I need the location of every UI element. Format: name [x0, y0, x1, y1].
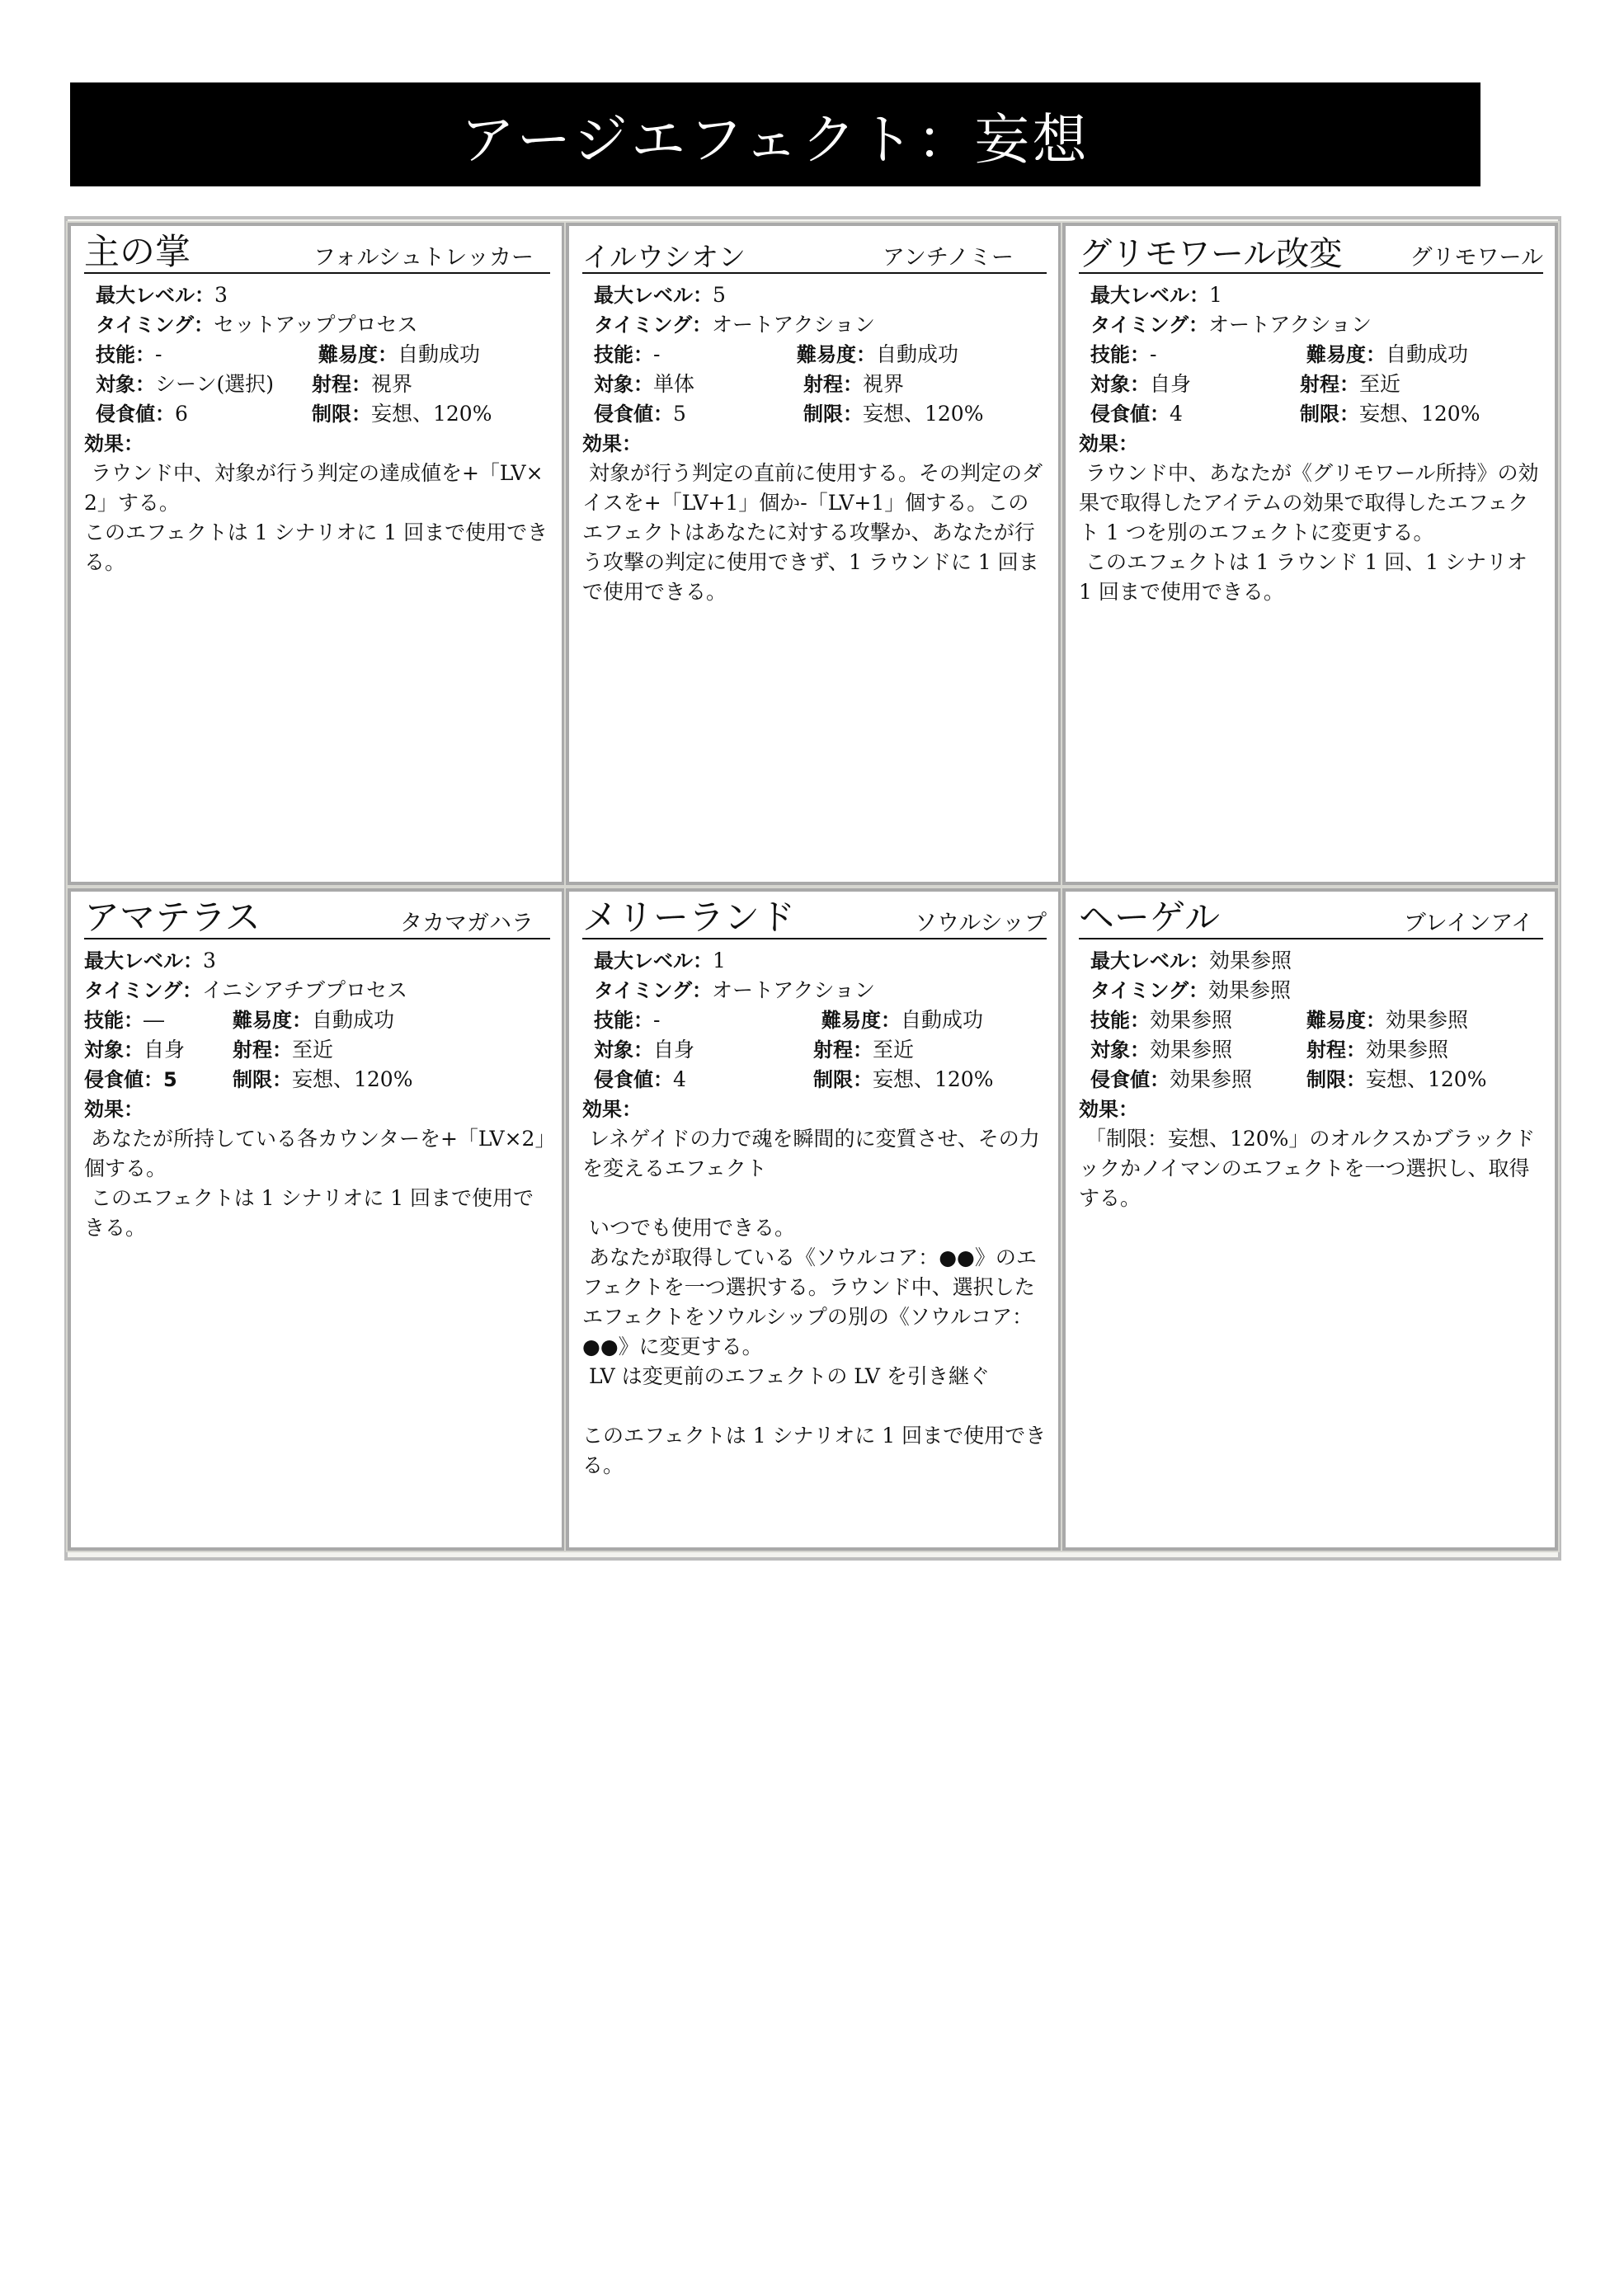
effect-row: [1079, 1095, 1543, 1124]
effect-row: [84, 429, 550, 459]
skill-row: [1090, 340, 1543, 370]
max-level-value: 5: [713, 283, 726, 307]
effect-name: 主の掌: [84, 232, 191, 273]
erosion-row: [594, 1065, 1047, 1095]
erosion-label: 侵食値：: [1090, 1068, 1170, 1091]
effect-name: メリーランド: [582, 897, 795, 939]
effect-description: レネゲイドの力で魂を瞬間的に変質させ、その力を変えるエフェクト いつでも使用できる。 あなたが取得している《ソウルコア：●●》のエフェクトを一つ選択する。ラウンド中、選択したエフェクトをソウルシップの別の《ソウルコア：●●》に変更する。 LV は変更前のエフェクトの LV を引き継ぐ このエフェクトは 1 シナリオに 1 回まで使用できる。: [582, 1127, 1047, 1477]
limit-label: 制限：: [803, 403, 863, 426]
range-value: 視界: [863, 372, 905, 396]
effect-label: 効果：: [1079, 432, 1138, 455]
erosion-row: [1090, 1065, 1543, 1095]
effect-label: 効果：: [582, 432, 642, 455]
range-label: 射程：: [813, 1038, 873, 1062]
card-header: [84, 895, 550, 939]
difficulty-value: 自動成功: [876, 342, 959, 366]
effect-card-grid: [64, 216, 1561, 1561]
skill-row: [1090, 1005, 1543, 1035]
skill-value: -: [653, 342, 661, 366]
erosion-row: [1090, 399, 1543, 429]
range-value: 効果参照: [1366, 1038, 1449, 1062]
difficulty-value: 効果参照: [1386, 1008, 1469, 1032]
target-label: 対象：: [594, 1038, 653, 1062]
limit-label: 制限：: [1306, 1068, 1366, 1091]
skill-label: 技能：: [594, 1009, 653, 1032]
limit-value: 妄想、120%: [1366, 1067, 1487, 1091]
skill-value: 効果参照: [1150, 1008, 1233, 1032]
timing-label: タイミング：: [84, 979, 203, 1002]
max-level-label: 最大レベル：: [1090, 949, 1209, 972]
limit-value: 妄想、120%: [371, 402, 492, 426]
timing-value: セットアッププロセス: [214, 313, 418, 337]
range-value: 至近: [873, 1038, 915, 1062]
timing-label: タイミング：: [594, 313, 713, 337]
effect-description: 対象が行う判定の直前に使用する。その判定のダイスを+「LV+1」個か-「LV+1」個する。このエフェクトはあなたに対する攻撃か、あなたが行う攻撃の判定に使用できず、1 ラウンドに 1 回まで使用できる。: [582, 461, 1043, 604]
timing-label: タイミング：: [594, 979, 713, 1002]
skill-label: 技能：: [84, 1009, 144, 1032]
difficulty-value: 自動成功: [901, 1008, 984, 1032]
erosion-value: 4: [673, 1067, 686, 1091]
limit-label: 制限：: [1300, 403, 1359, 426]
erosion-row: [84, 1065, 550, 1095]
skill-row: [594, 340, 1047, 370]
skill-value: -: [155, 342, 162, 366]
erosion-label: 侵食値：: [594, 1068, 673, 1091]
effect-card: [68, 223, 565, 885]
max-level-value: 効果参照: [1209, 949, 1292, 972]
effect-card: [68, 888, 565, 1551]
limit-label: 制限：: [813, 1068, 873, 1091]
max-level-label: 最大レベル：: [594, 949, 713, 972]
skill-label: 技能：: [1090, 343, 1150, 366]
max-level-row: [84, 946, 550, 976]
effect-card: [1062, 223, 1558, 885]
target-row: [1090, 1035, 1543, 1065]
timing-row: [594, 976, 1047, 1005]
max-level-label: 最大レベル：: [84, 949, 203, 972]
skill-label: 技能：: [96, 343, 155, 366]
timing-label: タイミング：: [1090, 313, 1209, 337]
effect-name: イルウシオン: [582, 241, 746, 273]
target-label: 対象：: [1090, 373, 1150, 396]
target-value: 自身: [1150, 372, 1192, 396]
target-row: [594, 1035, 1047, 1065]
effect-label: 効果：: [582, 1098, 642, 1121]
difficulty-value: 自動成功: [312, 1008, 395, 1032]
effect-label: 効果：: [1079, 1098, 1138, 1121]
range-label: 射程：: [1300, 373, 1359, 396]
timing-value: オートアクション: [1208, 313, 1372, 337]
difficulty-label: 難易度：: [797, 343, 876, 366]
effect-name: アマテラス: [84, 897, 261, 939]
max-level-label: 最大レベル：: [96, 284, 214, 307]
syndrome-name: アンチノミー: [882, 245, 1014, 271]
effect-row: [582, 1095, 1047, 1124]
effect-description: ラウンド中、あなたが《グリモワール所持》の効果で取得したアイテムの効果で取得したエフェクト 1 つを別のエフェクトに変更する。 このエフェクトは 1 ラウンド 1 回、1 シナリオ 1 回まで使用できる。: [1079, 461, 1539, 604]
syndrome-name: タカマガハラ: [400, 911, 534, 936]
page-title: アージエフェクト：妄想: [70, 82, 1480, 186]
max-level-value: 1: [713, 949, 726, 972]
skill-row: [594, 1005, 1047, 1035]
syndrome-name: ブレインアイ: [1403, 911, 1533, 936]
erosion-label: 侵食値：: [594, 403, 673, 426]
range-label: 射程：: [312, 373, 371, 396]
erosion-label: 侵食値：: [1090, 403, 1170, 426]
timing-row: [594, 310, 1047, 340]
effect-row: [1079, 429, 1543, 459]
syndrome-name: フォルシュトレッカー: [313, 245, 534, 271]
max-level-label: 最大レベル：: [1090, 284, 1209, 307]
card-header: [84, 229, 550, 274]
erosion-value: 6: [175, 402, 188, 426]
limit-label: 制限：: [312, 403, 371, 426]
difficulty-label: 難易度：: [821, 1009, 901, 1032]
syndrome-name: ソウルシップ: [915, 911, 1047, 936]
effect-description: 「制限：妄想、120%」のオルクスかブラックドックかノイマンのエフェクトを一つ選択し、取得する。: [1079, 1127, 1536, 1210]
timing-value: オートアクション: [712, 978, 876, 1002]
difficulty-label: 難易度：: [1306, 1009, 1386, 1032]
effect-card: [566, 888, 1061, 1551]
effect-description: あなたが所持している各カウンターを+「LV×2」個する。 このエフェクトは 1 シナリオに 1 回まで使用できる。: [84, 1127, 545, 1240]
effect-card: [566, 223, 1061, 885]
range-label: 射程：: [233, 1038, 292, 1062]
target-label: 対象：: [96, 373, 155, 396]
target-row: [96, 370, 550, 399]
target-value: 効果参照: [1150, 1038, 1233, 1062]
effect-name: ヘーゲル: [1079, 897, 1221, 939]
target-row: [1090, 370, 1543, 399]
range-label: 射程：: [1306, 1038, 1366, 1062]
max-level-value: 1: [1209, 283, 1222, 307]
card-header: [1079, 229, 1543, 274]
target-value: 自身: [144, 1038, 186, 1062]
target-row: [594, 370, 1047, 399]
skill-row: [96, 340, 550, 370]
target-label: 対象：: [1090, 1038, 1150, 1062]
timing-row: [84, 976, 550, 1005]
erosion-row: [594, 399, 1047, 429]
card-header: [1079, 895, 1543, 939]
range-value: 至近: [292, 1038, 334, 1062]
range-value: 至近: [1359, 372, 1401, 396]
target-label: 対象：: [84, 1038, 144, 1062]
erosion-row: [96, 399, 550, 429]
effect-label: 効果：: [84, 1098, 144, 1121]
timing-label: タイミング：: [1090, 979, 1209, 1002]
timing-row: [96, 310, 550, 340]
skill-label: 技能：: [594, 343, 653, 366]
max-level-row: [1090, 280, 1543, 310]
target-value: 自身: [653, 1038, 695, 1062]
range-label: 射程：: [803, 373, 863, 396]
max-level-value: 3: [203, 949, 216, 972]
skill-row: [84, 1005, 550, 1035]
limit-label: 制限：: [233, 1068, 292, 1091]
timing-row: [1090, 976, 1543, 1005]
limit-value: 妄想、120%: [873, 1067, 994, 1091]
effect-card: [1062, 888, 1558, 1551]
difficulty-value: 自動成功: [398, 342, 481, 366]
max-level-label: 最大レベル：: [594, 284, 713, 307]
effect-label: 効果：: [84, 432, 144, 455]
target-label: 対象：: [594, 373, 653, 396]
erosion-value: 5: [163, 1068, 177, 1091]
timing-label: タイミング：: [96, 313, 214, 337]
skill-value: -: [1150, 342, 1157, 366]
limit-value: 妄想、120%: [863, 402, 984, 426]
limit-value: 妄想、120%: [1359, 402, 1480, 426]
erosion-label: 侵食値：: [96, 403, 175, 426]
syndrome-name: グリモワール: [1410, 245, 1543, 271]
limit-value: 妄想、120%: [292, 1067, 413, 1091]
erosion-value: 効果参照: [1170, 1067, 1253, 1091]
card-header: [582, 895, 1047, 939]
card-header: [582, 229, 1047, 274]
max-level-value: 3: [214, 283, 228, 307]
effect-name: グリモワール改変: [1079, 235, 1343, 273]
max-level-row: [594, 280, 1047, 310]
difficulty-label: 難易度：: [233, 1009, 312, 1032]
effect-row: [582, 429, 1047, 459]
timing-value: オートアクション: [712, 313, 876, 337]
skill-value: -: [653, 1008, 661, 1032]
range-value: 視界: [371, 372, 413, 396]
target-value: 単体: [653, 372, 695, 396]
difficulty-label: 難易度：: [318, 343, 398, 366]
max-level-row: [96, 280, 550, 310]
effect-row: [84, 1095, 550, 1124]
timing-row: [1090, 310, 1543, 340]
target-row: [84, 1035, 550, 1065]
difficulty-value: 自動成功: [1386, 342, 1469, 366]
target-value: シーン(選択): [155, 372, 275, 396]
timing-value: イニシアチブプロセス: [202, 978, 408, 1002]
erosion-value: 4: [1170, 402, 1183, 426]
timing-value: 効果参照: [1208, 978, 1292, 1002]
erosion-label: 侵食値：: [84, 1068, 163, 1091]
max-level-row: [1090, 946, 1543, 976]
skill-label: 技能：: [1090, 1009, 1150, 1032]
erosion-value: 5: [673, 402, 686, 426]
difficulty-label: 難易度：: [1306, 343, 1386, 366]
effect-description: ラウンド中、対象が行う判定の達成値を+「LV×2」する。 このエフェクトは 1 シナリオに 1 回まで使用できる。: [84, 461, 548, 574]
max-level-row: [594, 946, 1047, 976]
skill-value: ―: [144, 1008, 164, 1032]
